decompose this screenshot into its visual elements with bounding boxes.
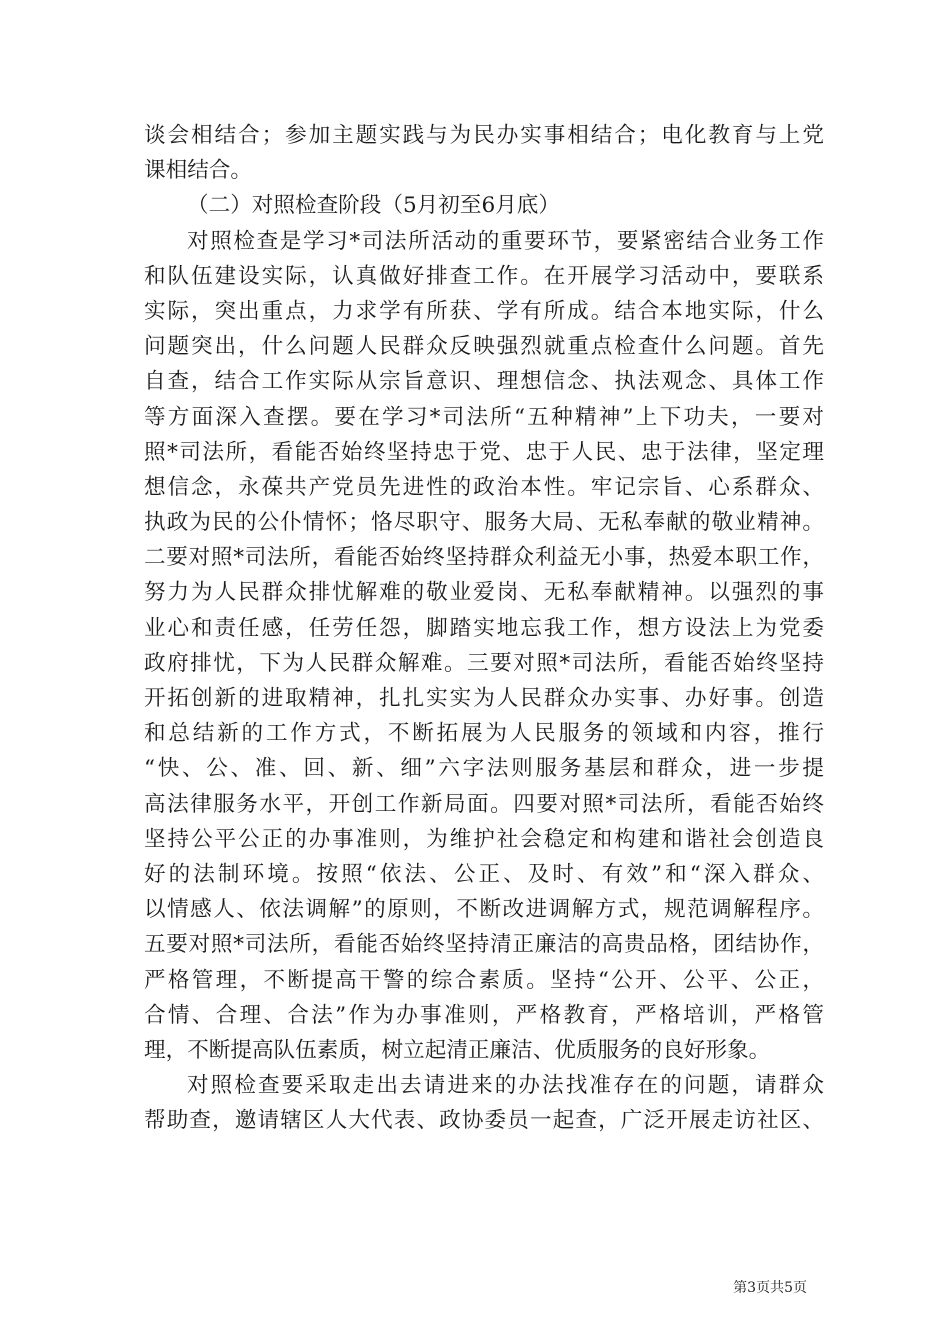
text-line: 自查，结合工作实际从宗旨意识、理想信念、执法观念、具体工作 [144, 369, 824, 395]
text-line: “快、公、准、回、新、细”六字法则服务基层和群众，进一步提 [144, 756, 824, 782]
text-line: 努力为人民群众排忧解难的敬业爱岗、无私奉献精神。以强烈的事 [144, 580, 824, 606]
text-line: 照*司法所，看能否始终坚持忠于党、忠于人民、忠于法律，坚定理 [144, 439, 824, 465]
text-line: 执政为民的公仆情怀；恪尽职守、服务大局、无私奉献的敬业精神。 [144, 510, 824, 536]
text-line: 课相结合。 [144, 158, 252, 184]
text-line: 和队伍建设实际，认真做好排查工作。在开展学习活动中，要联系 [144, 263, 824, 289]
text-line: 好的法制环境。按照“依法、公正、及时、有效”和“深入群众、 [144, 861, 824, 887]
text-line: 坚持公平公正的办事准则，为维护社会稳定和构建和谐社会创造良 [144, 826, 824, 852]
text-line: 等方面深入查摆。要在学习*司法所“五种精神”上下功夫，一要对 [144, 404, 824, 430]
text-line: 业心和责任感，任劳任怨，脚踏实地忘我工作，想方设法上为党委 [144, 615, 824, 641]
page-number: 第3页共5页 [733, 1280, 807, 1296]
text-line: 二要对照*司法所，看能否始终坚持群众利益无小事，热爱本职工作， [144, 545, 824, 571]
text-line: 政府排忧，下为人民群众解难。三要对照*司法所，看能否始终坚持 [144, 650, 824, 676]
text-line: 帮助查，邀请辖区人大代表、政协委员一起查，广泛开展走访社区、 [144, 1108, 824, 1134]
text-line: 高法律服务水平，开创工作新局面。四要对照*司法所，看能否始终 [144, 791, 824, 817]
text-line: 谈会相结合；参加主题实践与为民办实事相结合；电化教育与上党 [144, 123, 824, 148]
text-line: （二）对照检查阶段（5月初至6月底） [187, 193, 560, 219]
body-text [144, 118, 824, 1138]
text-line: 实际，突出重点，力求学有所获、学有所成。结合本地实际，什么 [144, 298, 824, 324]
text-line: 合情、合理、合法”作为办事准则，严格教育，严格培训，严格管 [144, 1002, 824, 1028]
text-line: 想信念，永葆共产党员先进性的政治本性。牢记宗旨、心系群众、 [144, 474, 824, 500]
text-line: 理，不断提高队伍素质，树立起清正廉洁、优质服务的良好形象。 [144, 1037, 771, 1063]
text-line: 五要对照*司法所，看能否始终坚持清正廉洁的高贵品格，团结协作， [144, 932, 824, 958]
text-line: 和总结新的工作方式，不断拓展为人民服务的领域和内容，推行 [144, 721, 824, 747]
text-line: 以情感人、依法调解”的原则，不断改进调解方式，规范调解程序。 [144, 897, 824, 923]
text-line: 问题突出，什么问题人民群众反映强烈就重点检查什么问题。首先 [144, 334, 824, 360]
text-line: 严格管理，不断提高干警的综合素质。坚持“公开、公平、公正， [144, 967, 824, 993]
text-line: 对照检查要采取走出去请进来的办法找准存在的问题，请群众 [187, 1073, 824, 1099]
text-line: 开拓创新的进取精神，扎扎实实为人民群众办实事、办好事。创造 [144, 686, 824, 711]
text-line: 对照检查是学习*司法所活动的重要环节，要紧密结合业务工作 [187, 228, 824, 254]
